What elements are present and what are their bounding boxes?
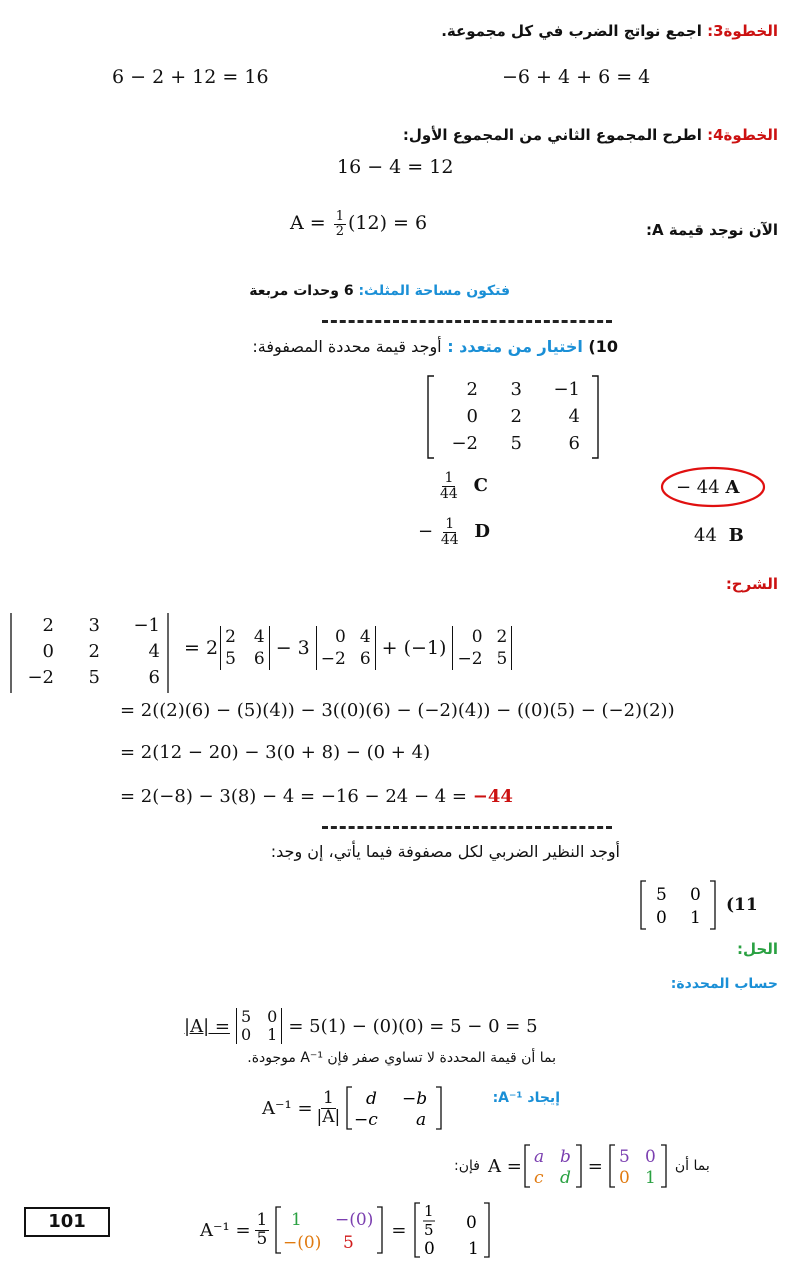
q11-matrix-svg: [638, 878, 718, 932]
inv-m01: −b: [402, 1089, 428, 1109]
mn: −2: [457, 649, 483, 669]
m-cell: −1: [553, 379, 580, 400]
since-values-matrix: [607, 1142, 669, 1190]
area-frac-den: 2: [335, 223, 345, 239]
d-cell: −2: [27, 667, 54, 688]
final-m11: 5: [343, 1233, 355, 1253]
since-equals: =: [587, 1155, 603, 1177]
result-matrix: [412, 1200, 492, 1260]
q10-heading: [252, 337, 618, 356]
inv-lhs: A⁻¹ =: [262, 1097, 313, 1119]
choice-d-letter: D: [474, 521, 490, 543]
d-cell: −1: [133, 615, 160, 636]
m-cell: 2: [466, 379, 478, 400]
choice-d-fraction: [441, 517, 459, 547]
mn: 2: [225, 627, 236, 647]
m-cell: −2: [451, 433, 478, 454]
choice-a-value: − 44: [676, 477, 720, 498]
q11-m11: 1: [690, 908, 701, 928]
area-frac-num: 1: [335, 209, 345, 224]
q10-number: 10): [588, 337, 618, 356]
mn: −2: [320, 649, 346, 669]
final-fraction: [255, 1209, 270, 1249]
choice-d[interactable]: [418, 517, 490, 547]
choice-c-fraction: [440, 471, 458, 501]
matrix-right-bracket: [592, 376, 598, 458]
choice-a[interactable]: [676, 477, 739, 498]
inv-m00: d: [366, 1089, 378, 1109]
inv-fraction: [316, 1087, 341, 1127]
mn: 5: [496, 649, 508, 669]
val-c: 0: [618, 1168, 630, 1188]
final-frac-den: 5: [256, 1228, 268, 1249]
minus-3: − 3: [275, 637, 310, 659]
inv-frac-den: |A|: [316, 1106, 341, 1127]
line4-result: −44: [472, 786, 513, 807]
q11-number: (11: [726, 895, 758, 915]
letter-a: a: [533, 1147, 544, 1167]
q11-m00: 5: [656, 885, 667, 905]
d-cell: 2: [42, 615, 54, 636]
area-fraction: [334, 210, 346, 238]
det3-grid: [16, 613, 166, 691]
choice-b-value: 44: [694, 525, 717, 546]
final-m10: −(0): [283, 1233, 322, 1253]
minor-1: [220, 626, 270, 670]
res-m11: 1: [468, 1239, 480, 1259]
choice-d-num: 1: [445, 516, 455, 532]
inv-frac-num: 1: [322, 1087, 334, 1108]
expansion-line2: = 2((2)(6) − (5)(4)) − 3((0)(6) − (−2)(4)) − ((0)(5) − (−2)(2)): [120, 700, 675, 721]
final-m01: −(0): [335, 1210, 374, 1230]
choice-c[interactable]: [438, 471, 488, 501]
val-a: 5: [618, 1147, 630, 1167]
q11-m10: 0: [656, 908, 667, 928]
choice-b[interactable]: [694, 525, 744, 546]
det-line: [184, 1008, 538, 1044]
mn: 0: [471, 627, 483, 647]
d-cell: 0: [42, 641, 54, 662]
m-cell: 2: [510, 406, 522, 427]
letter-c: c: [533, 1168, 544, 1188]
final-equals: =: [391, 1219, 407, 1241]
m-cell: 6: [568, 433, 580, 454]
q10-matrix: [424, 372, 604, 466]
d-cell: 5: [88, 667, 100, 688]
final-inverse: [200, 1200, 492, 1260]
find-inv-label: [493, 1090, 560, 1106]
d-cell: 4: [148, 641, 160, 662]
mn: 2: [496, 627, 508, 647]
mn: 4: [253, 627, 265, 647]
expansion-minors: [184, 626, 512, 670]
q10-matrix-grid: [438, 376, 588, 457]
letter-b: b: [559, 1147, 571, 1167]
step3-text: اجمع نواتج الضرب في كل مجموعة.: [441, 22, 702, 40]
m-cell: 5: [510, 433, 522, 454]
q10-tag: اختيار من متعدد :: [447, 337, 583, 356]
minor-3: [452, 626, 512, 670]
dm: 1: [267, 1025, 278, 1044]
expansion-line4: [120, 786, 513, 807]
area-rhs: (12) = 6: [348, 212, 428, 235]
area-equation: [290, 210, 427, 238]
explain-label: [726, 575, 778, 593]
m-cell: 4: [568, 406, 580, 427]
mn: 5: [225, 649, 236, 669]
d-cell: 6: [148, 667, 160, 688]
q11-m01: 0: [690, 885, 701, 905]
mn: 6: [359, 649, 371, 669]
step3-line: [441, 22, 778, 40]
choice-a-letter: A: [725, 477, 740, 498]
inv-matrix: [344, 1084, 444, 1132]
m-cell: 3: [510, 379, 522, 400]
explain-text: الشرح:: [725, 575, 778, 593]
plus-neg1: + (−1): [381, 637, 447, 659]
final-frac-num: 1: [256, 1209, 268, 1230]
divider-1: [322, 320, 612, 323]
sum-right: −6 + 4 + 6 = 4: [502, 66, 651, 88]
mn: 0: [335, 627, 346, 647]
q10-prompt: أوجد قيمة محددة المصفوفة:: [252, 337, 442, 356]
solution-text: الحل:: [737, 940, 778, 958]
choice-b-letter: B: [728, 525, 744, 546]
find-inv-text: إيجاد A⁻¹:: [492, 1090, 560, 1106]
step4-label: الخطوة4:: [707, 126, 778, 144]
val-d: 1: [644, 1168, 656, 1188]
q11-line: [638, 878, 758, 932]
res-num: 1: [424, 1202, 434, 1220]
note-exists: بما أن قيمة المحددة لا تساوي صفر فإن A⁻¹ موجودة.: [247, 1050, 556, 1066]
d-cell: 2: [88, 641, 100, 662]
divider-2: [322, 826, 612, 829]
expansion-line3: = 2(12 − 20) − 3(0 + 8) − (0 + 4): [120, 742, 431, 763]
then-text: فإن:: [454, 1158, 480, 1174]
val-b: 0: [644, 1147, 656, 1167]
d-cell: 3: [88, 615, 100, 636]
matrix-left-bracket: [428, 376, 434, 458]
mn: 6: [253, 649, 265, 669]
choice-d-sign: −: [418, 521, 434, 543]
det-label: [671, 976, 778, 992]
m-cell: 0: [466, 406, 478, 427]
dm: 0: [240, 1025, 252, 1044]
choice-c-den: 44: [440, 485, 458, 502]
choice-c-letter: C: [473, 475, 488, 497]
since-text: بما أن: [674, 1158, 710, 1174]
res-den: 5: [424, 1221, 434, 1239]
eq-2: = 2: [184, 637, 219, 659]
res-m10: 0: [424, 1239, 436, 1259]
dm: 0: [267, 1007, 278, 1026]
step3-label: الخطوة3:: [707, 22, 778, 40]
area-intro: الآن نوجد قيمة A:: [646, 221, 778, 239]
line4-text: = 2(−8) − 3(8) − 4 = −16 − 24 − 4 =: [120, 786, 468, 807]
conclusion-value: 6 وحدات مربعة: [249, 283, 354, 299]
solution-label: [737, 940, 778, 958]
final-lhs: A⁻¹ =: [200, 1219, 251, 1241]
final-m00: 1: [291, 1210, 303, 1230]
minor-2: [316, 626, 376, 670]
subtract-eq: 16 − 4 = 12: [337, 156, 454, 178]
res-m01: 0: [466, 1213, 478, 1233]
dm: 5: [240, 1007, 252, 1026]
inv-m11: a: [416, 1110, 427, 1130]
area-lhs: A =: [290, 212, 326, 235]
choice-d-den: 44: [440, 531, 459, 548]
choice-c-num: 1: [444, 470, 454, 486]
step4-line: [403, 126, 778, 144]
det-lhs: |A| =: [184, 1015, 230, 1037]
inv-formula: [262, 1084, 444, 1132]
inv-m10: −c: [354, 1110, 379, 1130]
since-letters-matrix: [522, 1142, 584, 1190]
conclusion-line: [249, 283, 510, 299]
mn: 4: [359, 627, 371, 647]
conclusion-label: فتكون مساحة المثلث:: [358, 283, 510, 299]
q11-prompt: أوجد النظير الضربي لكل مصفوفة فيما يأتي، إن وجد:: [270, 842, 620, 861]
sum-left: 6 − 2 + 12 = 16: [112, 66, 269, 88]
page-number: 101: [24, 1207, 110, 1237]
step4-text: اطرح المجموع الثاني من المجموع الأول:: [402, 126, 702, 144]
det-minor: [236, 1008, 282, 1044]
since-lhs: A =: [487, 1155, 522, 1177]
letter-d: d: [559, 1168, 571, 1188]
since-line: [454, 1142, 710, 1190]
det-rhs: = 5(1) − (0)(0) = 5 − 0 = 5: [288, 1015, 538, 1037]
det-label-text: حساب المحددة:: [670, 976, 778, 992]
final-matrix: [273, 1204, 385, 1256]
